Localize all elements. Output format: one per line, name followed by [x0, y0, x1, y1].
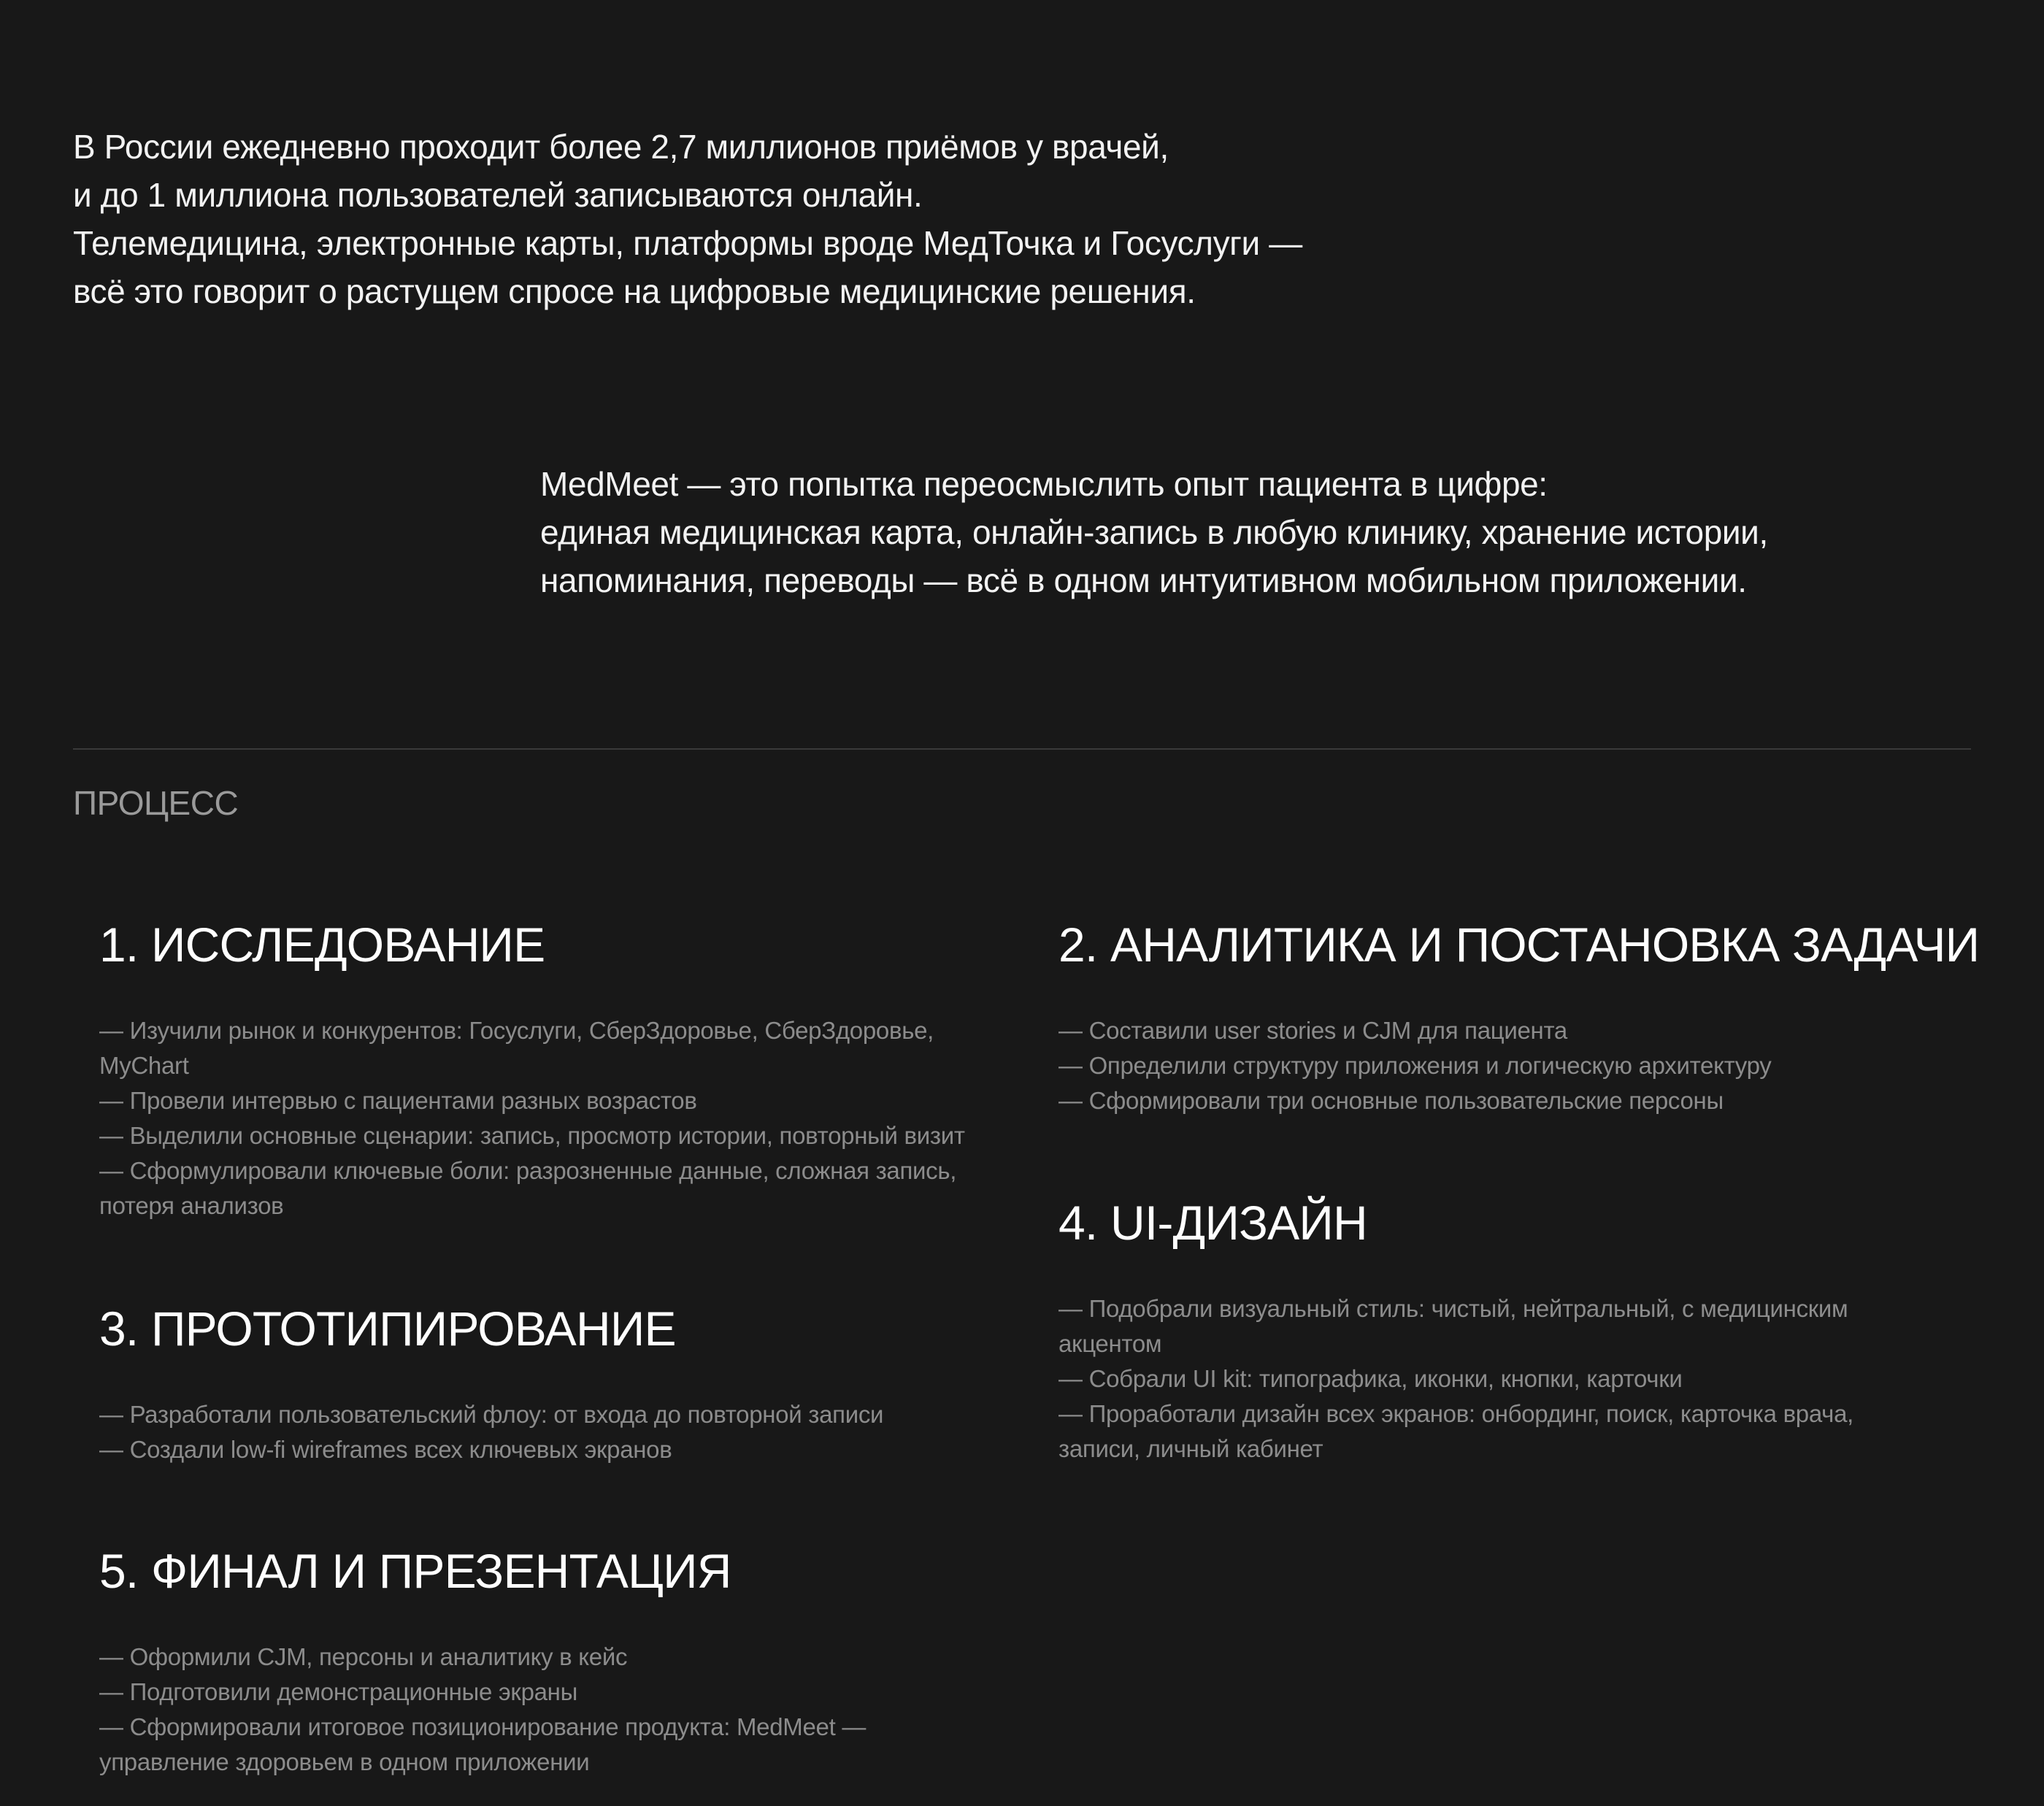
process-step-final — [99, 1542, 902, 1780]
intro-paragraph — [73, 123, 1302, 315]
step-item: — Определили структуру приложения и логическую архитектуру — [1058, 1052, 1772, 1079]
step-item: — Разработали пользовательский флоу: от входа до повторной записи — [99, 1401, 884, 1428]
step-item: — Сформулировали ключевые боли: разрозненные данные, сложная запись, потеря анализов — [99, 1157, 957, 1219]
step-items — [1058, 1291, 1905, 1467]
step-item: — Подобрали визуальный стиль: чистый, нейтральный, с медицинским акцентом — [1058, 1295, 1848, 1357]
step-item: — Оформили CJM, персоны и аналитику в кейс — [99, 1643, 628, 1670]
process-step-prototyping — [99, 1299, 975, 1467]
step-title: 3. ПРОТОТИПИРОВАНИЕ — [99, 1302, 676, 1356]
step-item: — Проработали дизайн всех экранов: онбординг, поиск, карточка врача, записи, личный кабинет — [1058, 1400, 1854, 1462]
intro-line: Телемедицина, электронные карты, платформы вроде МедТочка и Госуслуги — — [73, 224, 1302, 262]
step-item: — Сформировали три основные пользовательские персоны — [1058, 1087, 1724, 1114]
step-items — [99, 1013, 975, 1223]
step-item: — Составили user stories и CJM для пациента — [1058, 1017, 1567, 1044]
step-item: — Собрали UI kit: типографика, иконки, кнопки, карточки — [1058, 1365, 1683, 1392]
process-step-analytics — [1058, 915, 1980, 1118]
process-step-ui-design — [1058, 1194, 1905, 1467]
step-title: 1. ИССЛЕДОВАНИЕ — [99, 918, 545, 972]
step-items — [99, 1640, 902, 1780]
intro-line: всё это говорит о растущем спросе на цифровые медицинские решения. — [73, 272, 1196, 310]
step-title: 5. ФИНАЛ И ПРЕЗЕНТАЦИЯ — [99, 1544, 731, 1598]
step-title: 2. АНАЛИТИКА И ПОСТАНОВКА ЗАДАЧИ — [1058, 918, 1980, 972]
intro-line: В России ежедневно проходит более 2,7 миллионов приёмов у врачей, — [73, 128, 1169, 166]
process-section-label: ПРОЦЕСС — [73, 784, 239, 822]
section-divider — [73, 748, 1971, 750]
step-item: — Сформировали итоговое позиционирование продукта: MedMeet — управление здоровьем в одном приложении — [99, 1713, 867, 1775]
step-item: — Подготовили демонстрационные экраны — [99, 1678, 578, 1705]
mission-line: единая медицинская карта, онлайн-запись в любую клинику, хранение истории, — [540, 513, 1768, 551]
step-items — [99, 1397, 975, 1467]
mission-paragraph — [540, 460, 1768, 604]
step-items — [1058, 1013, 1971, 1118]
process-step-research — [99, 915, 975, 1223]
step-item: — Создали low-fi wireframes всех ключевых экранов — [99, 1436, 672, 1463]
step-item: — Выделили основные сценарии: запись, просмотр истории, повторный визит — [99, 1122, 965, 1149]
step-item: — Провели интервью с пациентами разных возрастов — [99, 1087, 697, 1114]
intro-line: и до 1 миллиона пользователей записываются онлайн. — [73, 176, 923, 214]
step-title: 4. UI-ДИЗАЙН — [1058, 1196, 1367, 1250]
step-item: — Изучили рынок и конкурентов: Госуслуги, СберЗдоровье, СберЗдоровье, MyChart — [99, 1017, 934, 1079]
mission-line: MedMeet — это попытка переосмыслить опыт пациента в цифре: — [540, 465, 1548, 503]
mission-line: напоминания, переводы — всё в одном интуитивном мобильном приложении. — [540, 561, 1747, 599]
